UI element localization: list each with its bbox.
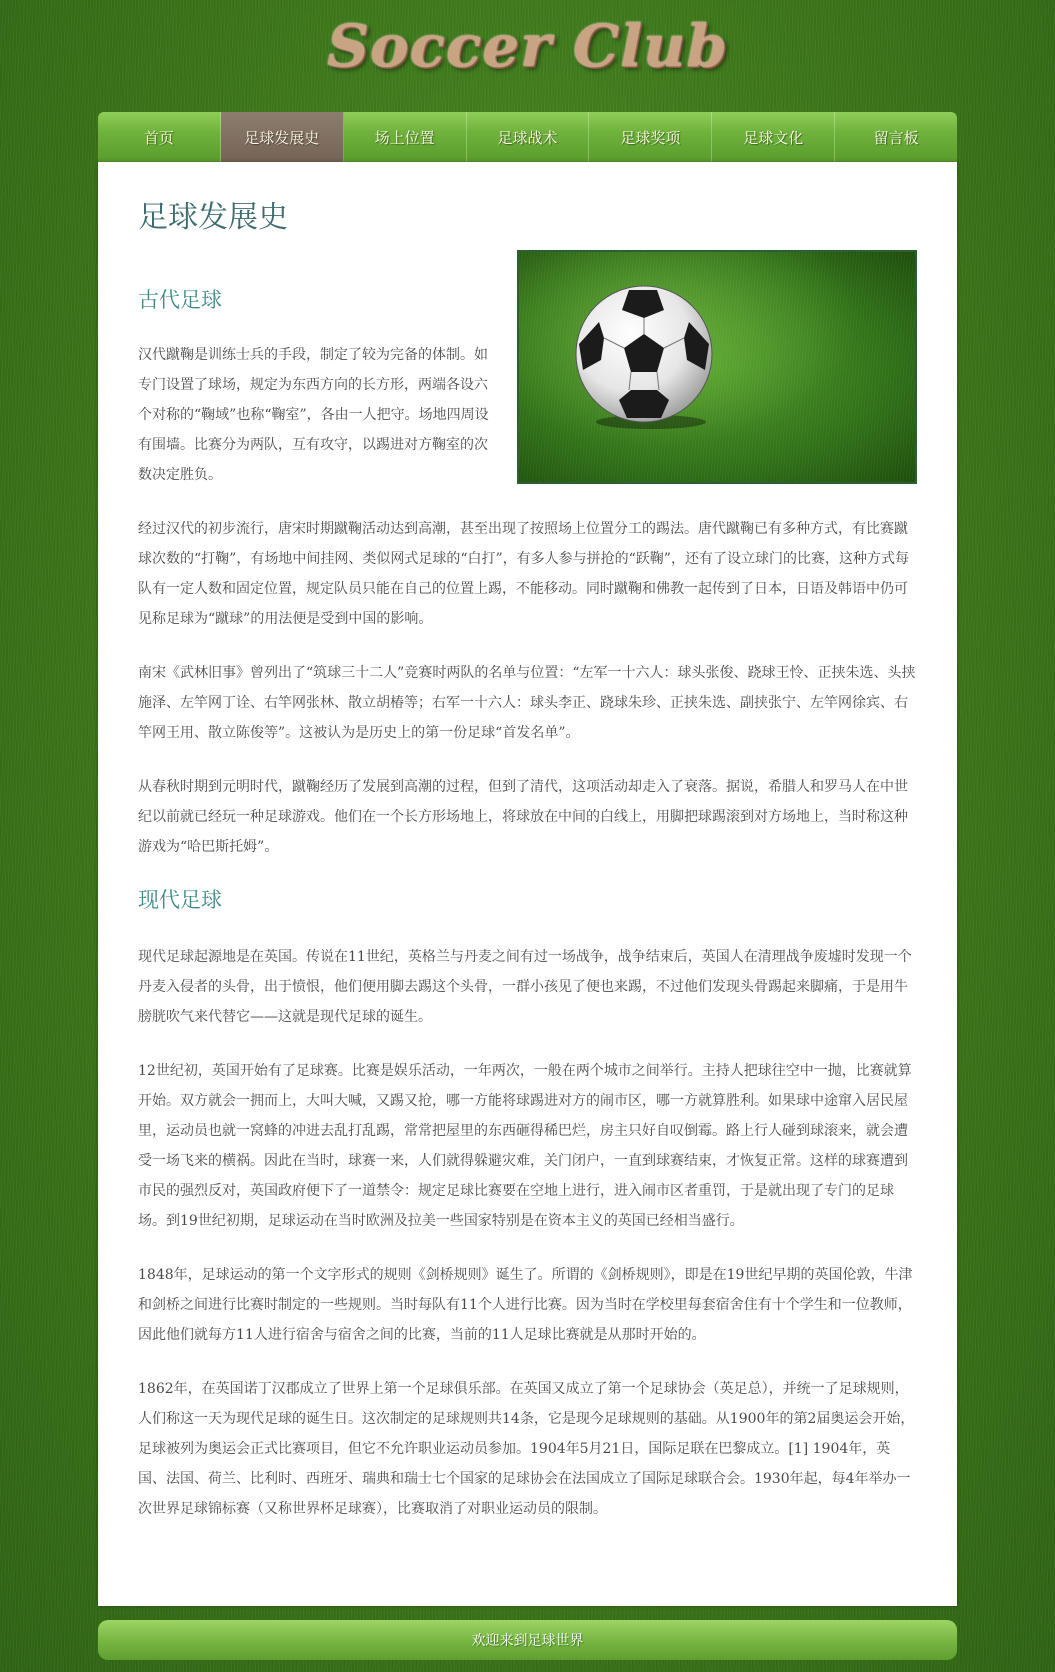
paragraph: 从春秋时期到元明时代，蹴鞠经历了发展到高潮的过程，但到了清代，这项活动却走入了衰落。据说，希腊人和罗马人在中世纪以前就已经玩一种足球游戏。他们在一个长方形场地上，将球放在中间的白线上，用脚把球踢滚到对方场地上，当时称这种游戏为“哈巴斯托姆”。	[138, 779, 908, 855]
nav-item-guestbook[interactable]: 留言板	[873, 128, 919, 147]
nav-item-history[interactable]: 足球发展史	[221, 112, 344, 162]
section-title-ancient: 古代足球	[138, 288, 222, 312]
paragraph: 12世纪初，英国开始有了足球赛。比赛是娱乐活动，一年两次，一般在两个城市之间举行。主持人把球往空中一抛，比赛就算开始。双方就会一拥而上，大叫大喊，又踢又抢，哪一方能将球踢进对方的闹市区，哪一方就算胜利。如果球中途窜入居民屋里，运动员也就一窝蜂的冲进去乱打乱踢，常常把屋里的东西砸得稀巴烂，房主只好自叹倒霉。路上行人碰到球滚来，就会遭受一场飞来的横祸。因此在当时，球赛一来，人们就得躲避灾难，关门闭户，一直到球赛结束，才恢复正常。这样的球赛遭到市民的强烈反对，英国政府便下了一道禁令：规定足球比赛要在空地上进行，进入闹市区者重罚，于是就出现了专门的足球场。到19世纪初期，足球运动在当时欧洲及拉美一些国家特别是在资本主义的英国已经相当盛行。	[138, 1063, 912, 1229]
site-logo[interactable]: Soccer Club	[327, 12, 728, 80]
page-title: 足球发展史	[138, 200, 288, 235]
nav-item-tactics[interactable]: 足球战术	[467, 112, 590, 162]
soccer-ball-image	[517, 250, 917, 484]
paragraph: 南宋《武林旧事》曾列出了“筑球三十二人”竞赛时两队的名单与位置：“左军一十六人：球头张俊、跷球王怜、正挟朱选、头挟施泽、左竿网丁诠、右竿网张林、散立胡椿等；右军一十六人：球头李正、跷球朱珍、正挟朱选、副挟张宁、左竿网徐宾、右竿网王用、散立陈俊等”。这被认为是历史上的第一份足球“首发名单”。	[138, 665, 916, 741]
section-title-modern: 现代足球	[138, 888, 222, 912]
main-nav	[98, 112, 957, 162]
soccer-ball-icon	[569, 282, 719, 432]
content-panel	[98, 162, 957, 1606]
nav-item-awards[interactable]: 足球奖项	[589, 112, 712, 162]
paragraph: 1848年，足球运动的第一个文字形式的规则《剑桥规则》诞生了。所谓的《剑桥规则》，即是在19世纪早期的英国伦敦，牛津和剑桥之间进行比赛时制定的一些规则。当时每队有11个人进行比赛。因为当时在学校里每套宿舍住有十个学生和一位教师，因此他们就每方11人进行宿舍与宿舍之间的比赛，当前的11人足球比赛就是从那时开始的。	[138, 1267, 913, 1343]
paragraph: 汉代蹴鞠是训练士兵的手段，制定了较为完备的体制。如专门设置了球场，规定为东西方向的长方形，两端各设六个对称的“鞠域”也称“鞠室”，各由一人把守。场地四周设有围墙。比赛分为两队，互有攻守，以踢进对方鞠室的次数决定胜负。	[138, 347, 489, 483]
paragraph: 经过汉代的初步流行，唐宋时期蹴鞠活动达到高潮，甚至出现了按照场上位置分工的踢法。唐代蹴鞠已有多种方式，有比赛蹴球次数的“打鞠”，有场地中间挂网、类似网式足球的“白打”，有多人参与拼抢的“跃鞠”，还有了设立球门的比赛，这种方式每队有一定人数和固定位置，规定队员只能在自己的位置上踢，不能移动。同时蹴鞠和佛教一起传到了日本，日语及韩语中仍可见称足球为“蹴球”的用法便是受到中国的影响。	[138, 521, 909, 627]
footer-text: 欢迎来到足球世界	[471, 1633, 584, 1649]
footer	[98, 1620, 957, 1660]
paragraph: 1862年，在英国诺丁汉郡成立了世界上第一个足球俱乐部。在英国又成立了第一个足球协会（英足总），并统一了足球规则，人们称这一天为现代足球的诞生日。这次制定的足球规则共14条，它是现今足球规则的基础。从1900年的第2届奥运会开始，足球被列为奥运会正式比赛项目，但它不允许职业运动员参加。1904年5月21日，国际足联在巴黎成立。[1] 1904年，英国、法国、荷兰、比利时、西班牙、瑞典和瑞士七个国家的足球协会在法国成立了国际足球联合会。1930年起，每4年举办一次世界足球锦标赛（又称世界杯足球赛），比赛取消了对职业运动员的限制。	[138, 1381, 915, 1517]
nav-item-home[interactable]: 首页	[98, 112, 221, 162]
nav-item-positions[interactable]: 场上位置	[344, 112, 467, 162]
paragraph: 现代足球起源地是在英国。传说在11世纪，英格兰与丹麦之间有过一场战争，战争结束后，英国人在清理战争废墟时发现一个丹麦入侵者的头骨，出于愤恨，他们便用脚去踢这个头骨，一群小孩见了便也来踢，不过他们发现头骨踢起来脚痛，于是用牛膀胱吹气来代替它——这就是现代足球的诞生。	[138, 949, 912, 1025]
nav-item-culture[interactable]: 足球文化	[712, 112, 835, 162]
